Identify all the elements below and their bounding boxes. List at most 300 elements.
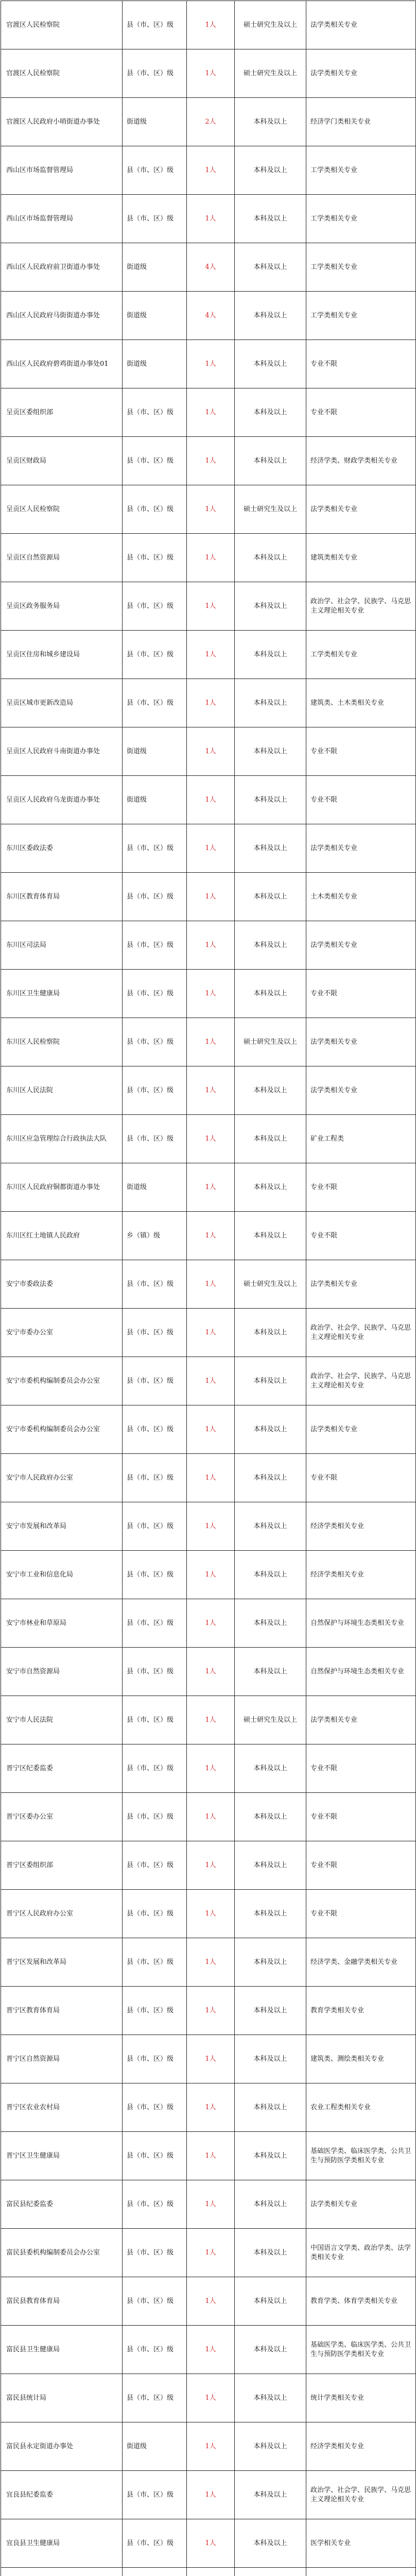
- level-cell: 县（市、区）级: [123, 437, 187, 485]
- major-cell: 医学相关专业: [306, 2519, 416, 2568]
- headcount-cell: 1人: [187, 824, 235, 873]
- major-cell: 法学类相关专业: [306, 1260, 416, 1309]
- table-row: [1, 824, 416, 873]
- headcount-cell: 1人: [187, 582, 235, 631]
- table-row: [1, 679, 416, 727]
- education-cell: 本科及以上: [235, 1405, 306, 1454]
- major-cell: 专业不限: [306, 1212, 416, 1260]
- positions-table: [1, 1, 416, 2576]
- table-row: [1, 1405, 416, 1454]
- level-cell: 县（市、区）级: [123, 2229, 187, 2277]
- major-cell: 法学类相关专业: [306, 1696, 416, 1744]
- table-row: [1, 1890, 416, 1938]
- headcount-cell: 1人: [187, 1454, 235, 1502]
- level-cell: 县（市、区）级: [123, 1115, 187, 1163]
- level-cell: 县（市、区）级: [123, 1793, 187, 1841]
- education-cell: [235, 2568, 306, 2576]
- level-cell: 县（市、区）级: [123, 2277, 187, 2326]
- education-cell: 本科及以上: [235, 2471, 306, 2519]
- table-row: [1, 1744, 416, 1793]
- table-row: [1, 1066, 416, 1115]
- headcount-cell: 1人: [187, 2374, 235, 2422]
- education-cell: 本科及以上: [235, 195, 306, 243]
- headcount-cell: 1人: [187, 1, 235, 49]
- org-cell: 西山区市场监督管理局: [1, 195, 123, 243]
- org-cell: 东川区人民检察院: [1, 1018, 123, 1066]
- headcount-cell: 1人: [187, 1357, 235, 1405]
- headcount-cell: 1人: [187, 873, 235, 921]
- education-cell: 本科及以上: [235, 1987, 306, 2035]
- headcount-cell: 1人: [187, 534, 235, 582]
- level-cell: 县（市、区）级: [123, 534, 187, 582]
- major-cell: 法学类相关专业: [306, 1, 416, 49]
- org-cell: 官渡区人民政府小哨街道办事处: [1, 98, 123, 146]
- major-cell: 工学类相关专业: [306, 631, 416, 679]
- major-cell: 经济学类相关专业: [306, 1502, 416, 1551]
- level-cell: 县（市、区）级: [123, 1260, 187, 1309]
- level-cell: 县（市、区）级: [123, 49, 187, 98]
- org-cell: [1, 2568, 123, 2576]
- table-row: [1, 1696, 416, 1744]
- level-cell: 县（市、区）级: [123, 824, 187, 873]
- org-cell: 呈贡区人民政府乌龙街道办事处: [1, 776, 123, 824]
- table-row: [1, 1841, 416, 1890]
- table-row: [1, 340, 416, 388]
- table-row: [1, 921, 416, 970]
- headcount-cell: 1人: [187, 1744, 235, 1793]
- level-cell: 县（市、区）级: [123, 1018, 187, 1066]
- headcount-cell: 1人: [187, 1115, 235, 1163]
- major-cell: 法学类相关专业: [306, 485, 416, 534]
- level-cell: 县（市、区）级: [123, 1066, 187, 1115]
- education-cell: 硕士研究生及以上: [235, 1696, 306, 1744]
- major-cell: 基础医学类、临床医学类、公共卫生与预防医学类相关专业: [306, 2326, 416, 2374]
- org-cell: 晋宁区教育体育局: [1, 1987, 123, 2035]
- education-cell: 本科及以上: [235, 2083, 306, 2132]
- table-row: [1, 1309, 416, 1357]
- level-cell: 县（市、区）级: [123, 2132, 187, 2180]
- org-cell: 东川区红土地镇人民政府: [1, 1212, 123, 1260]
- education-cell: 本科及以上: [235, 2277, 306, 2326]
- table-row: [1, 195, 416, 243]
- level-cell: 县（市、区）级: [123, 2326, 187, 2374]
- org-cell: 西山区市场监督管理局: [1, 146, 123, 195]
- education-cell: 本科及以上: [235, 921, 306, 970]
- education-cell: 本科及以上: [235, 970, 306, 1018]
- table-row: [1, 2180, 416, 2229]
- level-cell: 街道级: [123, 292, 187, 340]
- education-cell: 本科及以上: [235, 1648, 306, 1696]
- education-cell: 本科及以上: [235, 1599, 306, 1648]
- major-cell: 专业不限: [306, 776, 416, 824]
- level-cell: 县（市、区）级: [123, 1, 187, 49]
- table-row: [1, 1648, 416, 1696]
- level-cell: 县（市、区）级: [123, 1309, 187, 1357]
- org-cell: 东川区人民政府铜都街道办事处: [1, 1163, 123, 1212]
- level-cell: 县（市、区）级: [123, 2374, 187, 2422]
- headcount-cell: 1人: [187, 388, 235, 437]
- major-cell: 政治学、社会学、民族学、马克思主义理论相关专业: [306, 1357, 416, 1405]
- headcount-cell: 1人: [187, 970, 235, 1018]
- level-cell: 县（市、区）级: [123, 2083, 187, 2132]
- major-cell: 法学类相关专业: [306, 1018, 416, 1066]
- table-row: [1, 1260, 416, 1309]
- education-cell: 本科及以上: [235, 2374, 306, 2422]
- major-cell: 工学类相关专业: [306, 146, 416, 195]
- headcount-cell: 1人: [187, 776, 235, 824]
- org-cell: 富民县统计局: [1, 2374, 123, 2422]
- education-cell: 本科及以上: [235, 2229, 306, 2277]
- org-cell: 安宁市林业和草原局: [1, 1599, 123, 1648]
- table-row: [1, 2374, 416, 2422]
- education-cell: 本科及以上: [235, 534, 306, 582]
- table-row: [1, 582, 416, 631]
- level-cell: 县（市、区）级: [123, 195, 187, 243]
- headcount-cell: 1人: [187, 1841, 235, 1890]
- level-cell: 县（市、区）级: [123, 485, 187, 534]
- education-cell: 本科及以上: [235, 776, 306, 824]
- level-cell: 县（市、区）级: [123, 2519, 187, 2568]
- org-cell: 呈贡区财政局: [1, 437, 123, 485]
- table-row: [1, 534, 416, 582]
- org-cell: 东川区教育体育局: [1, 873, 123, 921]
- level-cell: 县（市、区）级: [123, 1987, 187, 2035]
- education-cell: 本科及以上: [235, 437, 306, 485]
- org-cell: 呈贡区政务服务局: [1, 582, 123, 631]
- education-cell: 本科及以上: [235, 824, 306, 873]
- org-cell: 晋宁区卫生健康局: [1, 2132, 123, 2180]
- major-cell: 专业不限: [306, 1744, 416, 1793]
- org-cell: 东川区司法局: [1, 921, 123, 970]
- education-cell: 硕士研究生及以上: [235, 485, 306, 534]
- headcount-cell: 1人: [187, 1551, 235, 1599]
- table-row: [1, 2035, 416, 2083]
- table-row: [1, 2326, 416, 2374]
- table-row: [1, 2229, 416, 2277]
- table-row: [1, 485, 416, 534]
- headcount-cell: 4人: [187, 292, 235, 340]
- table-row: [1, 1212, 416, 1260]
- level-cell: 县（市、区）级: [123, 2471, 187, 2519]
- level-cell: 街道级: [123, 340, 187, 388]
- level-cell: 县（市、区）级: [123, 2035, 187, 2083]
- table-row: [1, 1115, 416, 1163]
- table-row: [1, 2083, 416, 2132]
- headcount-cell: 1人: [187, 2083, 235, 2132]
- level-cell: 县（市、区）级: [123, 1405, 187, 1454]
- table-row: [1, 776, 416, 824]
- org-cell: 官渡区人民检察院: [1, 1, 123, 49]
- major-cell: 专业不限: [306, 340, 416, 388]
- major-cell: 专业不限: [306, 727, 416, 776]
- headcount-cell: 1人: [187, 2229, 235, 2277]
- level-cell: 街道级: [123, 1163, 187, 1212]
- headcount-cell: 1人: [187, 340, 235, 388]
- level-cell: 乡（镇）级: [123, 1212, 187, 1260]
- headcount-cell: 1人: [187, 1018, 235, 1066]
- org-cell: 东川区委政法委: [1, 824, 123, 873]
- level-cell: 县（市、区）级: [123, 388, 187, 437]
- table-row: [1, 2568, 416, 2576]
- education-cell: 本科及以上: [235, 1551, 306, 1599]
- major-cell: 统计学类相关专业: [306, 2374, 416, 2422]
- education-cell: 本科及以上: [235, 1502, 306, 1551]
- org-cell: 官渡区人民检察院: [1, 49, 123, 98]
- headcount-cell: 1人: [187, 1212, 235, 1260]
- major-cell: 经济学类、财政学类相关专业: [306, 437, 416, 485]
- org-cell: 富民县教育体育局: [1, 2277, 123, 2326]
- table-row: [1, 970, 416, 1018]
- org-cell: 安宁市自然资源局: [1, 1648, 123, 1696]
- major-cell: 矿业工程类: [306, 1115, 416, 1163]
- major-cell: 建筑类、土木类相关专业: [306, 679, 416, 727]
- table-row: [1, 1, 416, 49]
- headcount-cell: 1人: [187, 1890, 235, 1938]
- headcount-cell: 1人: [187, 1648, 235, 1696]
- major-cell: [306, 2568, 416, 2576]
- table-row: [1, 1357, 416, 1405]
- education-cell: 本科及以上: [235, 2326, 306, 2374]
- org-cell: 安宁市工业和信息化局: [1, 1551, 123, 1599]
- headcount-cell: 1人: [187, 1987, 235, 2035]
- major-cell: 自然保护与环境生态类相关专业: [306, 1648, 416, 1696]
- major-cell: 建筑类相关专业: [306, 534, 416, 582]
- table-row: [1, 1454, 416, 1502]
- table-row: [1, 98, 416, 146]
- education-cell: 本科及以上: [235, 340, 306, 388]
- education-cell: 本科及以上: [235, 2519, 306, 2568]
- major-cell: 专业不限: [306, 1793, 416, 1841]
- major-cell: 经济学门类相关专业: [306, 98, 416, 146]
- level-cell: 县（市、区）级: [123, 1551, 187, 1599]
- major-cell: 农业工程类相关专业: [306, 2083, 416, 2132]
- major-cell: 法学类相关专业: [306, 2180, 416, 2229]
- headcount-cell: 1人: [187, 1599, 235, 1648]
- org-cell: 西山区人民政府前卫街道办事处: [1, 243, 123, 292]
- education-cell: 本科及以上: [235, 1163, 306, 1212]
- org-cell: 晋宁区委组织部: [1, 1841, 123, 1890]
- positions-table-body: [1, 1, 416, 2576]
- level-cell: 县（市、区）级: [123, 1357, 187, 1405]
- major-cell: 法学类相关专业: [306, 49, 416, 98]
- education-cell: 本科及以上: [235, 2422, 306, 2471]
- headcount-cell: 4人: [187, 243, 235, 292]
- major-cell: 专业不限: [306, 388, 416, 437]
- education-cell: 本科及以上: [235, 727, 306, 776]
- headcount-cell: 1人: [187, 1405, 235, 1454]
- org-cell: 宜良县卫生健康局: [1, 2519, 123, 2568]
- table-row: [1, 631, 416, 679]
- major-cell: 教育学类相关专业: [306, 1987, 416, 2035]
- org-cell: 东川区人民法院: [1, 1066, 123, 1115]
- headcount-cell: 1人: [187, 437, 235, 485]
- major-cell: 政治学、社会学、民族学、马克思主义理论相关专业: [306, 2471, 416, 2519]
- education-cell: 本科及以上: [235, 582, 306, 631]
- education-cell: 硕士研究生及以上: [235, 1260, 306, 1309]
- education-cell: 本科及以上: [235, 1309, 306, 1357]
- headcount-cell: 1人: [187, 1163, 235, 1212]
- org-cell: 富民县永定街道办事处: [1, 2422, 123, 2471]
- level-cell: 县（市、区）级: [123, 1744, 187, 1793]
- major-cell: 法学类相关专业: [306, 1066, 416, 1115]
- headcount-cell: 1人: [187, 2035, 235, 2083]
- org-cell: 安宁市发展和改革局: [1, 1502, 123, 1551]
- education-cell: 本科及以上: [235, 1890, 306, 1938]
- level-cell: [123, 2568, 187, 2576]
- org-cell: 安宁市委机构编制委员会办公室: [1, 1405, 123, 1454]
- table-row: [1, 1018, 416, 1066]
- level-cell: 县（市、区）级: [123, 921, 187, 970]
- org-cell: 西山区人民政府马街街道办事处: [1, 292, 123, 340]
- education-cell: 本科及以上: [235, 98, 306, 146]
- org-cell: 晋宁区发展和改革局: [1, 1938, 123, 1987]
- level-cell: 街道级: [123, 98, 187, 146]
- table-row: [1, 727, 416, 776]
- org-cell: 东川区应急管理综合行政执法大队: [1, 1115, 123, 1163]
- level-cell: 县（市、区）级: [123, 1648, 187, 1696]
- table-row: [1, 1163, 416, 1212]
- headcount-cell: 1人: [187, 2132, 235, 2180]
- major-cell: 经济学类相关专业: [306, 2422, 416, 2471]
- education-cell: 本科及以上: [235, 2180, 306, 2229]
- headcount-cell: 1人: [187, 1260, 235, 1309]
- headcount-cell: 1人: [187, 2277, 235, 2326]
- education-cell: 本科及以上: [235, 1938, 306, 1987]
- org-cell: 呈贡区住房和城乡建设局: [1, 631, 123, 679]
- table-row: [1, 1793, 416, 1841]
- headcount-cell: 1人: [187, 1938, 235, 1987]
- table-row: [1, 2519, 416, 2568]
- org-cell: 安宁市人民政府办公室: [1, 1454, 123, 1502]
- education-cell: 本科及以上: [235, 1212, 306, 1260]
- level-cell: 县（市、区）级: [123, 679, 187, 727]
- headcount-cell: 1人: [187, 1696, 235, 1744]
- org-cell: 晋宁区自然资源局: [1, 2035, 123, 2083]
- education-cell: 本科及以上: [235, 292, 306, 340]
- table-row: [1, 146, 416, 195]
- level-cell: 县（市、区）级: [123, 631, 187, 679]
- level-cell: 街道级: [123, 2422, 187, 2471]
- headcount-cell: 1人: [187, 631, 235, 679]
- level-cell: 县（市、区）级: [123, 1454, 187, 1502]
- table-row: [1, 1502, 416, 1551]
- major-cell: 工学类相关专业: [306, 292, 416, 340]
- education-cell: 本科及以上: [235, 1357, 306, 1405]
- education-cell: 本科及以上: [235, 873, 306, 921]
- major-cell: 专业不限: [306, 970, 416, 1018]
- major-cell: 基础医学类、临床医学类、公共卫生与预防医学类相关专业: [306, 2132, 416, 2180]
- major-cell: 教育学类、体育学类相关专业: [306, 2277, 416, 2326]
- headcount-cell: 1人: [187, 1793, 235, 1841]
- org-cell: 呈贡区自然资源局: [1, 534, 123, 582]
- education-cell: 本科及以上: [235, 2132, 306, 2180]
- level-cell: 街道级: [123, 727, 187, 776]
- table-row: [1, 292, 416, 340]
- headcount-cell: 1人: [187, 679, 235, 727]
- headcount-cell: 1人: [187, 2519, 235, 2568]
- org-cell: 晋宁区纪委监委: [1, 1744, 123, 1793]
- level-cell: 县（市、区）级: [123, 1890, 187, 1938]
- headcount-cell: 2人: [187, 98, 235, 146]
- org-cell: 安宁市委政法委: [1, 1260, 123, 1309]
- major-cell: 工学类相关专业: [306, 243, 416, 292]
- org-cell: 富民县卫生健康局: [1, 2326, 123, 2374]
- level-cell: 县（市、区）级: [123, 1841, 187, 1890]
- level-cell: 街道级: [123, 243, 187, 292]
- headcount-cell: 1人: [187, 2471, 235, 2519]
- education-cell: 硕士研究生及以上: [235, 1, 306, 49]
- table-row: [1, 2471, 416, 2519]
- table-row: [1, 2277, 416, 2326]
- org-cell: 安宁市委机构编制委员会办公室: [1, 1357, 123, 1405]
- major-cell: 自然保护与环境生态类相关专业: [306, 1599, 416, 1648]
- org-cell: 富民县纪委监委: [1, 2180, 123, 2229]
- level-cell: 县（市、区）级: [123, 873, 187, 921]
- org-cell: 晋宁区农业农村局: [1, 2083, 123, 2132]
- level-cell: 县（市、区）级: [123, 1696, 187, 1744]
- org-cell: 西山区人民政府碧鸡街道办事处01: [1, 340, 123, 388]
- education-cell: 本科及以上: [235, 1793, 306, 1841]
- education-cell: 本科及以上: [235, 1744, 306, 1793]
- major-cell: 专业不限: [306, 1163, 416, 1212]
- major-cell: 政治学、社会学、民族学、马克思主义理论相关专业: [306, 1309, 416, 1357]
- table-row: [1, 1551, 416, 1599]
- table-row: [1, 1938, 416, 1987]
- level-cell: 县（市、区）级: [123, 1502, 187, 1551]
- org-cell: 呈贡区委组织部: [1, 388, 123, 437]
- table-row: [1, 873, 416, 921]
- level-cell: 县（市、区）级: [123, 2180, 187, 2229]
- table-row: [1, 437, 416, 485]
- headcount-cell: [187, 2568, 235, 2576]
- table-row: [1, 2132, 416, 2180]
- education-cell: 硕士研究生及以上: [235, 49, 306, 98]
- education-cell: 本科及以上: [235, 1454, 306, 1502]
- major-cell: 专业不限: [306, 1841, 416, 1890]
- headcount-cell: 1人: [187, 485, 235, 534]
- major-cell: 法学类相关专业: [306, 921, 416, 970]
- level-cell: 县（市、区）级: [123, 970, 187, 1018]
- org-cell: 安宁市人民法院: [1, 1696, 123, 1744]
- headcount-cell: 1人: [187, 921, 235, 970]
- headcount-cell: 1人: [187, 2422, 235, 2471]
- major-cell: 法学类相关专业: [306, 824, 416, 873]
- org-cell: 晋宁区委办公室: [1, 1793, 123, 1841]
- education-cell: 本科及以上: [235, 243, 306, 292]
- education-cell: 硕士研究生及以上: [235, 1018, 306, 1066]
- level-cell: 县（市、区）级: [123, 582, 187, 631]
- org-cell: 呈贡区人民政府斗南街道办事处: [1, 727, 123, 776]
- headcount-cell: 1人: [187, 1502, 235, 1551]
- org-cell: 宜良县纪委监委: [1, 2471, 123, 2519]
- education-cell: 本科及以上: [235, 2035, 306, 2083]
- level-cell: 县（市、区）级: [123, 146, 187, 195]
- table-row: [1, 2422, 416, 2471]
- headcount-cell: 1人: [187, 727, 235, 776]
- headcount-cell: 1人: [187, 49, 235, 98]
- major-cell: 经济学类、金融学类相关专业: [306, 1938, 416, 1987]
- headcount-cell: 1人: [187, 2326, 235, 2374]
- major-cell: 经济学类相关专业: [306, 1551, 416, 1599]
- major-cell: 法学类相关专业: [306, 1405, 416, 1454]
- table-row: [1, 1987, 416, 2035]
- table-row: [1, 49, 416, 98]
- education-cell: 本科及以上: [235, 1115, 306, 1163]
- education-cell: 本科及以上: [235, 1066, 306, 1115]
- major-cell: 土木类相关专业: [306, 873, 416, 921]
- education-cell: 本科及以上: [235, 388, 306, 437]
- major-cell: 政治学、社会学、民族学、马克思主义理论相关专业: [306, 582, 416, 631]
